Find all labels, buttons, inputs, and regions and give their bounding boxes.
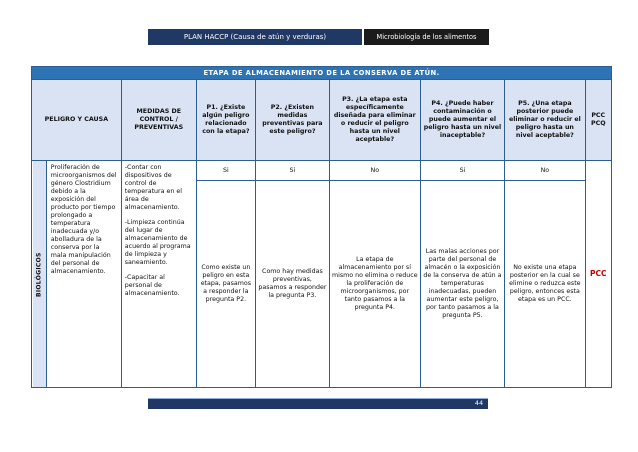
answer-p5: No — [505, 161, 585, 181]
answer-p3: No — [329, 161, 420, 181]
document-title: PLAN HACCP (Causa de atún y verduras) — [148, 29, 362, 45]
medida-item: -Limpieza continúa del lugar de almacenamiento de acuerdo al programa de limpieza y saneamiento. — [124, 219, 191, 266]
explanation-p2: Como hay medidas preventivas, pasamos a responder la pregunta P3. — [255, 181, 329, 388]
header-p3: P3. ¿La etapa esta específicamente diseñada para eliminar o reducir el peligro hasta un nivel aceptable? — [329, 80, 420, 161]
medidas-cell — [121, 161, 196, 388]
header-pcc: PCC PCQ — [585, 80, 612, 161]
medida-item: -Contar con dispositivos de control de temperatura en el área de almacenamiento. — [124, 164, 182, 211]
explanation-p1: Como existe un peligro en esta etapa, pasamos a responder la pregunta P2. — [196, 181, 255, 388]
peligro-cell: Proliferación de microorganismos del género Clostridium debido a la exposición del producto por tiempo prolongado a temperatura inadecuada y/o abolladura de la conserva por la mala manipulación del personal de almacenamiento. — [46, 161, 121, 388]
header-p4: P4. ¿Puede haber contaminación o puede aumentar el peligro hasta un nivel inaceptable? — [420, 80, 505, 161]
table-title: ETAPA DE ALMACENAMIENTO DE LA CONSERVA DE ATÚN. — [32, 67, 612, 80]
category-label: BIOLÓGICOS — [32, 161, 47, 388]
explanation-p4: Las malas acciones por parte del personal de almacén o la exposición de la conserva de atún a temperaturas inadecuadas, pueden aumentar este peligro, por tanto pasamos a la pregunta P5. — [420, 181, 505, 388]
explanation-p5: No existe una etapa posterior en la cual se elimine o reduzca este peligro, entonces esta etapa es un PCC. — [505, 181, 585, 388]
explanation-p3: La etapa de almacenamiento por sí mismo no elimina o reduce la proliferación de microorganismos, por tanto pasamos a la pregunta P4. — [329, 181, 420, 388]
course-title: Microbiología de los alimentos — [364, 29, 489, 45]
page-number: 44 — [474, 399, 484, 407]
header-p5: P5. ¿Una etapa posterior puede eliminar o reducir el peligro hasta un nivel aceptable? — [505, 80, 585, 161]
haccp-table — [31, 66, 612, 388]
page-footer — [148, 398, 488, 409]
footer-divider — [148, 398, 488, 399]
answer-p4: Si — [420, 161, 505, 181]
medida-item: -Capacitar al personal de almacenamiento. — [124, 274, 180, 297]
page-header — [148, 29, 489, 45]
header-medidas: MEDIDAS DE CONTROL / PREVENTIVAS — [121, 80, 196, 161]
answer-p2: Si — [255, 161, 329, 181]
header-p1: P1. ¿Existe algún peligro relacionado con la etapa? — [196, 80, 255, 161]
answer-p1: Si — [196, 161, 255, 181]
header-peligro: PELIGRO Y CAUSA — [32, 80, 122, 161]
pcc-result: PCC — [585, 161, 612, 388]
header-p2: P2. ¿Existen medidas preventivas para este peligro? — [255, 80, 329, 161]
